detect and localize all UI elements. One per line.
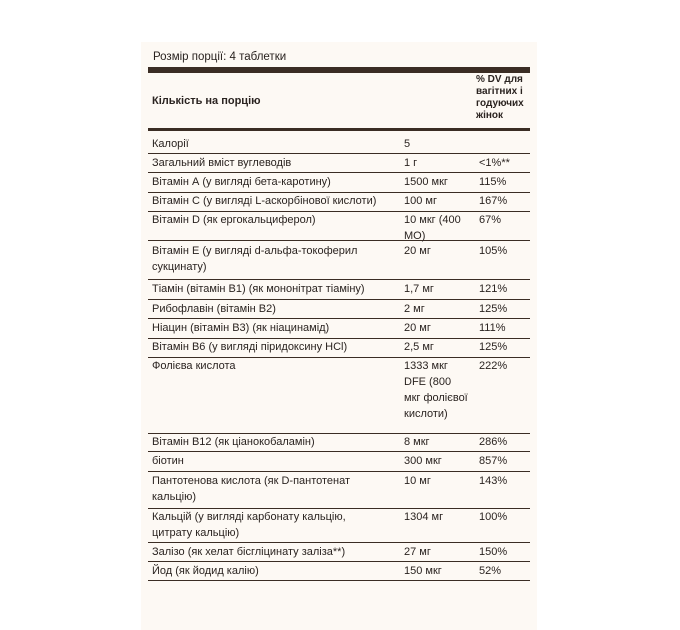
nutrient-dv: 121% (479, 283, 508, 295)
nutrient-dv: 857% (479, 455, 508, 467)
nutrient-amount: 5 (404, 138, 411, 150)
table-row (148, 339, 530, 358)
nutrient-dv: 52% (479, 565, 502, 577)
nutrient-name: Залізо (як хелат бісгліцинату заліза**) (152, 546, 346, 558)
nutrient-dv: 100% (479, 511, 508, 523)
table-row (148, 320, 530, 339)
nutrient-dv: 150% (479, 546, 508, 558)
nutrient-name: Тіамін (вітамін В1) (як мононітрат тіаміну) (152, 283, 365, 295)
nutrient-name: Вітамін А (у вигляді бета-каротину) (152, 176, 331, 188)
nutrient-dv: 105% (479, 245, 508, 257)
nutrient-name: Вітамін В12 (як ціанокобаламін) (152, 436, 315, 448)
table-row (148, 509, 530, 543)
nutrient-amount: 10 мкг (400 МО) (404, 214, 461, 242)
amount-per-serving-header: Кількість на порцію (152, 95, 261, 107)
nutrient-dv: 125% (479, 341, 508, 353)
table-row (148, 281, 530, 300)
nutrient-amount: 300 мкг (404, 455, 442, 467)
nutrient-name: Пантотенова кислота (як D-пантотенат кальцію) (152, 475, 351, 503)
nutrient-amount: 1333 мкг DFE (800 мкг фолієвої кислоти) (404, 360, 468, 420)
nutrient-dv: 115% (479, 176, 507, 188)
nutrient-dv: 167% (479, 195, 508, 207)
nutrient-dv: 143% (479, 475, 508, 487)
nutrient-name: Вітамін С (у вигляді L-аскорбінової кислоти) (152, 195, 377, 207)
nutrient-dv: <1%** (479, 157, 510, 169)
nutrient-name: Калорії (152, 138, 189, 150)
table-row (148, 358, 530, 434)
nutrient-dv: 111% (479, 322, 506, 334)
nutrient-amount: 27 мг (404, 546, 431, 558)
nutrient-name: Рибофлавін (вітамін В2) (152, 303, 276, 315)
table-row (148, 453, 530, 472)
nutrient-dv: 125% (479, 303, 508, 315)
daily-value-header: % DV для вагітних і годуючих жінок (476, 74, 524, 121)
table-row (148, 136, 530, 154)
nutrient-name: Ніацин (вітамін В3) (як ніацинамід) (152, 322, 330, 334)
nutrient-amount: 100 мг (404, 195, 437, 207)
nutrient-amount: 1304 мг (404, 511, 444, 523)
table-row (148, 243, 530, 280)
nutrient-amount: 20 мг (404, 245, 431, 257)
nutrient-amount: 10 мг (404, 475, 431, 487)
table-row (148, 434, 530, 452)
table-row (148, 544, 530, 562)
table-row (148, 174, 530, 193)
nutrient-amount: 20 мг (404, 322, 431, 334)
nutrient-amount: 2 мг (404, 303, 425, 315)
table-row (148, 301, 530, 319)
top-rule (148, 67, 530, 73)
nutrient-amount: 1,7 мг (404, 283, 434, 295)
nutrient-amount: 150 мкг (404, 565, 442, 577)
table-row (148, 212, 530, 241)
nutrient-name: Вітамін В6 (у вигляді піридоксину HCl) (152, 341, 348, 353)
nutrient-name: Фолієва кислота (152, 360, 236, 372)
table-row (148, 563, 530, 581)
table-row (148, 193, 530, 212)
nutrient-dv: 286% (479, 436, 508, 448)
nutrient-name: Вітамін Е (у вигляді d-альфа-токоферил сукцинату) (152, 245, 358, 273)
nutrient-dv: 67% (479, 214, 502, 226)
nutrient-name: біотин (152, 455, 184, 467)
nutrient-name: Вітамін D (як ергокальциферол) (152, 214, 316, 226)
nutrient-dv: 222% (479, 360, 508, 372)
nutrient-amount: 1 г (404, 157, 418, 169)
header-rule (148, 128, 530, 131)
table-row (148, 473, 530, 509)
nutrient-name: Загальний вміст вуглеводів (152, 157, 292, 169)
serving-size: Розмір порції: 4 таблетки (153, 51, 287, 63)
nutrient-amount: 1500 мкг (404, 176, 448, 188)
nutrient-name: Йод (як йодид калію) (152, 565, 259, 577)
nutrient-amount: 2,5 мг (404, 341, 434, 353)
table-row (148, 155, 530, 173)
nutrient-amount: 8 мкг (404, 436, 430, 448)
nutrient-name: Кальцій (у вигляді карбонату кальцію, цитрату кальцію) (152, 511, 346, 539)
